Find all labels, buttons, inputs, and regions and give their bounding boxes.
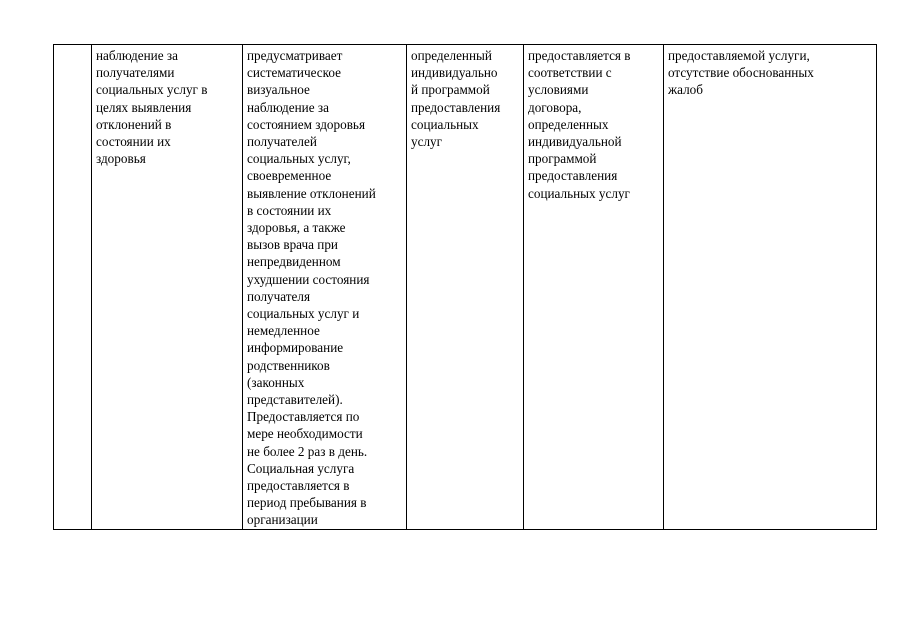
service-terms-text: предоставляется в соответствии с условиями договора, определенных индивидуальной программой предоставления социальных услуг	[528, 48, 631, 201]
service-description-text: предусматривает систематическое визуальное наблюдение за состоянием здоровья получателей социальных услуг, своевременное выявление отклонений в состоянии их здоровья, а также вызов врача при непредвиденном ухудшении состояния получателя социальных услуг и немедленное информирование родственников (законных представителей). Предоставляется по мере необходимости не более 2 раз в день. Социальная услуга предоставляется в период пребывания в организации	[247, 48, 376, 528]
row-number-cell	[54, 45, 92, 530]
service-volume-text: определенный индивидуально й программой предоставления социальных услуг	[411, 48, 501, 150]
service-terms-cell	[524, 45, 664, 530]
quality-indicators-cell	[664, 45, 877, 530]
service-volume-cell	[407, 45, 524, 530]
service-name-cell	[92, 45, 243, 530]
services-table	[53, 44, 877, 530]
table-row	[54, 45, 877, 530]
quality-indicators-text: предоставляемой услуги, отсутствие обоснованных жалоб	[668, 48, 814, 98]
service-name-text: наблюдение за получателями социальных услуг в целях выявления отклонений в состоянии их здоровья	[96, 48, 208, 167]
service-description-cell	[243, 45, 407, 530]
